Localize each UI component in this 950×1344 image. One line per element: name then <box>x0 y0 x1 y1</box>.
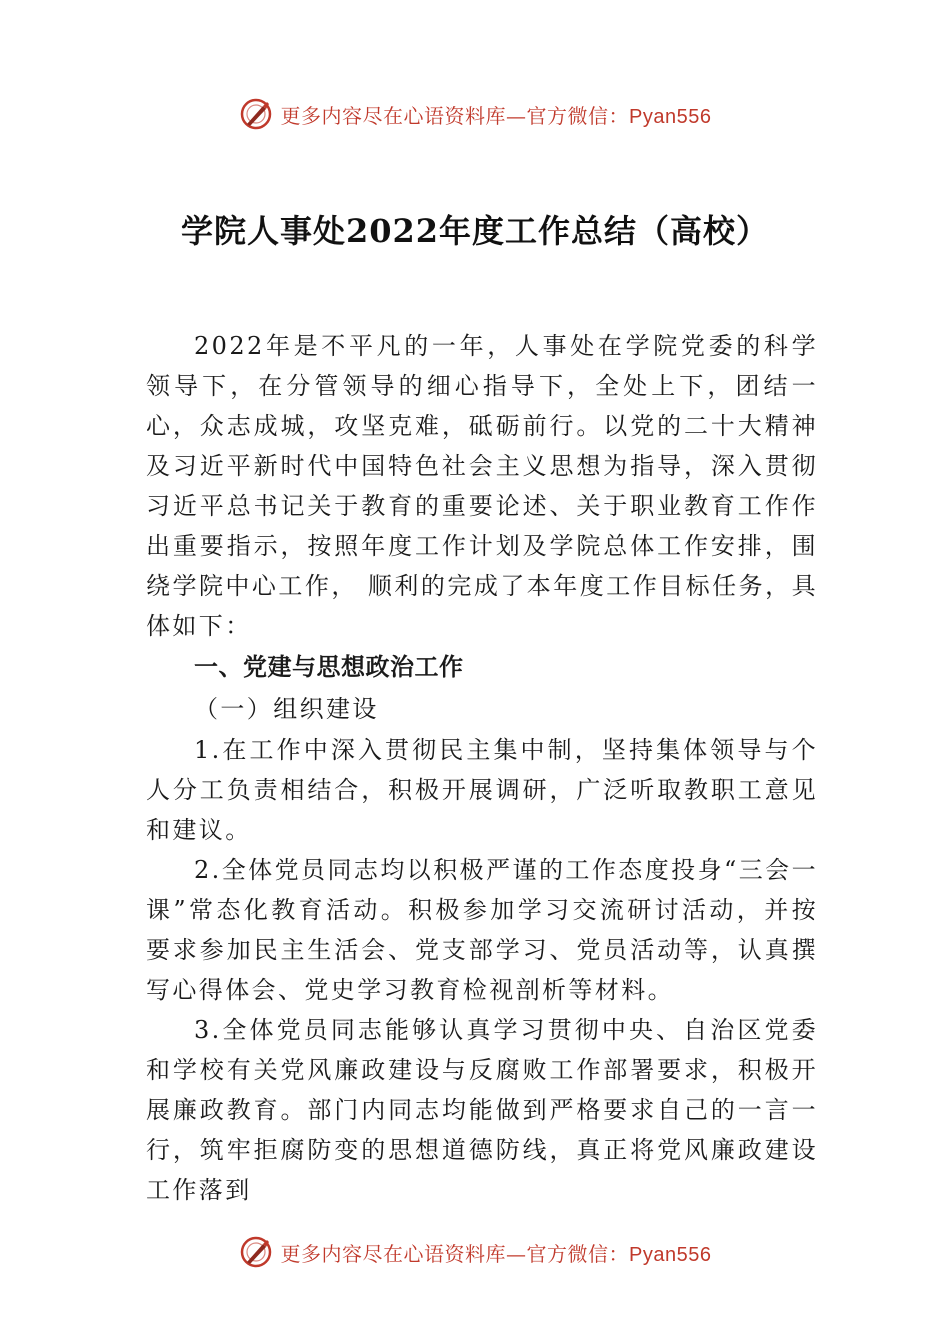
subsection-heading: （一）组织建设 <box>194 695 379 723</box>
list-item: 1.在工作中深入贯彻民主集中制，坚持集体领导与个人分工负责相结合，积极开展调研，广泛听取教职工意见和建议。 <box>146 736 818 844</box>
document-title: 学院人事处2022年度工作总结（高校） <box>180 212 770 250</box>
list-item: 2.全体党员同志均以积极严谨的工作态度投身“三会一课”常态化教育活动。积极参加学习交流研讨活动，并按要求参加民主生活会、党支部学习、党员活动等，认真撰写心得体会、党史学习教育检视剖析等材料。 <box>146 856 818 1004</box>
watermark-handle: Pyan556 <box>629 105 712 128</box>
document-body <box>146 326 818 1210</box>
intro-paragraph: 2022年是不平凡的一年，人事处在学院党委的科学领导下，在分管领导的细心指导下，全处上下，团结一心，众志成城，攻坚克难，砥砺前行。以党的二十大精神及习近平新时代中国特色社会主义思想为指导，深入贯彻习近平总书记关于教育的重要论述、关于职业教育工作作出重要指示，按照年度工作计划及学院总体工作安排，围绕学院中心工作， 顺利的完成了本年度工作目标任务，具体如下： <box>146 332 818 640</box>
pen-seal-icon <box>239 97 273 131</box>
watermark-text: 更多内容尽在心语资料库—官方微信：Pyan556 <box>280 1241 712 1266</box>
watermark-handle: Pyan556 <box>629 1243 712 1266</box>
pen-seal-icon <box>239 1235 273 1269</box>
watermark-footer <box>0 1232 950 1272</box>
section-heading: 一、党建与思想政治工作 <box>194 653 464 681</box>
list-item: 3.全体党员同志能够认真学习贯彻中央、自治区党委和学校有关党风廉政建设与反腐败工作部署要求，积极开展廉政教育。部门内同志均能做到严格要求自己的一言一行，筑牢拒腐防变的思想道德防线，真正将党风廉政建设工作落到 <box>146 1016 818 1204</box>
watermark-text: 更多内容尽在心语资料库—官方微信：Pyan556 <box>280 103 712 128</box>
watermark-header <box>0 94 950 134</box>
